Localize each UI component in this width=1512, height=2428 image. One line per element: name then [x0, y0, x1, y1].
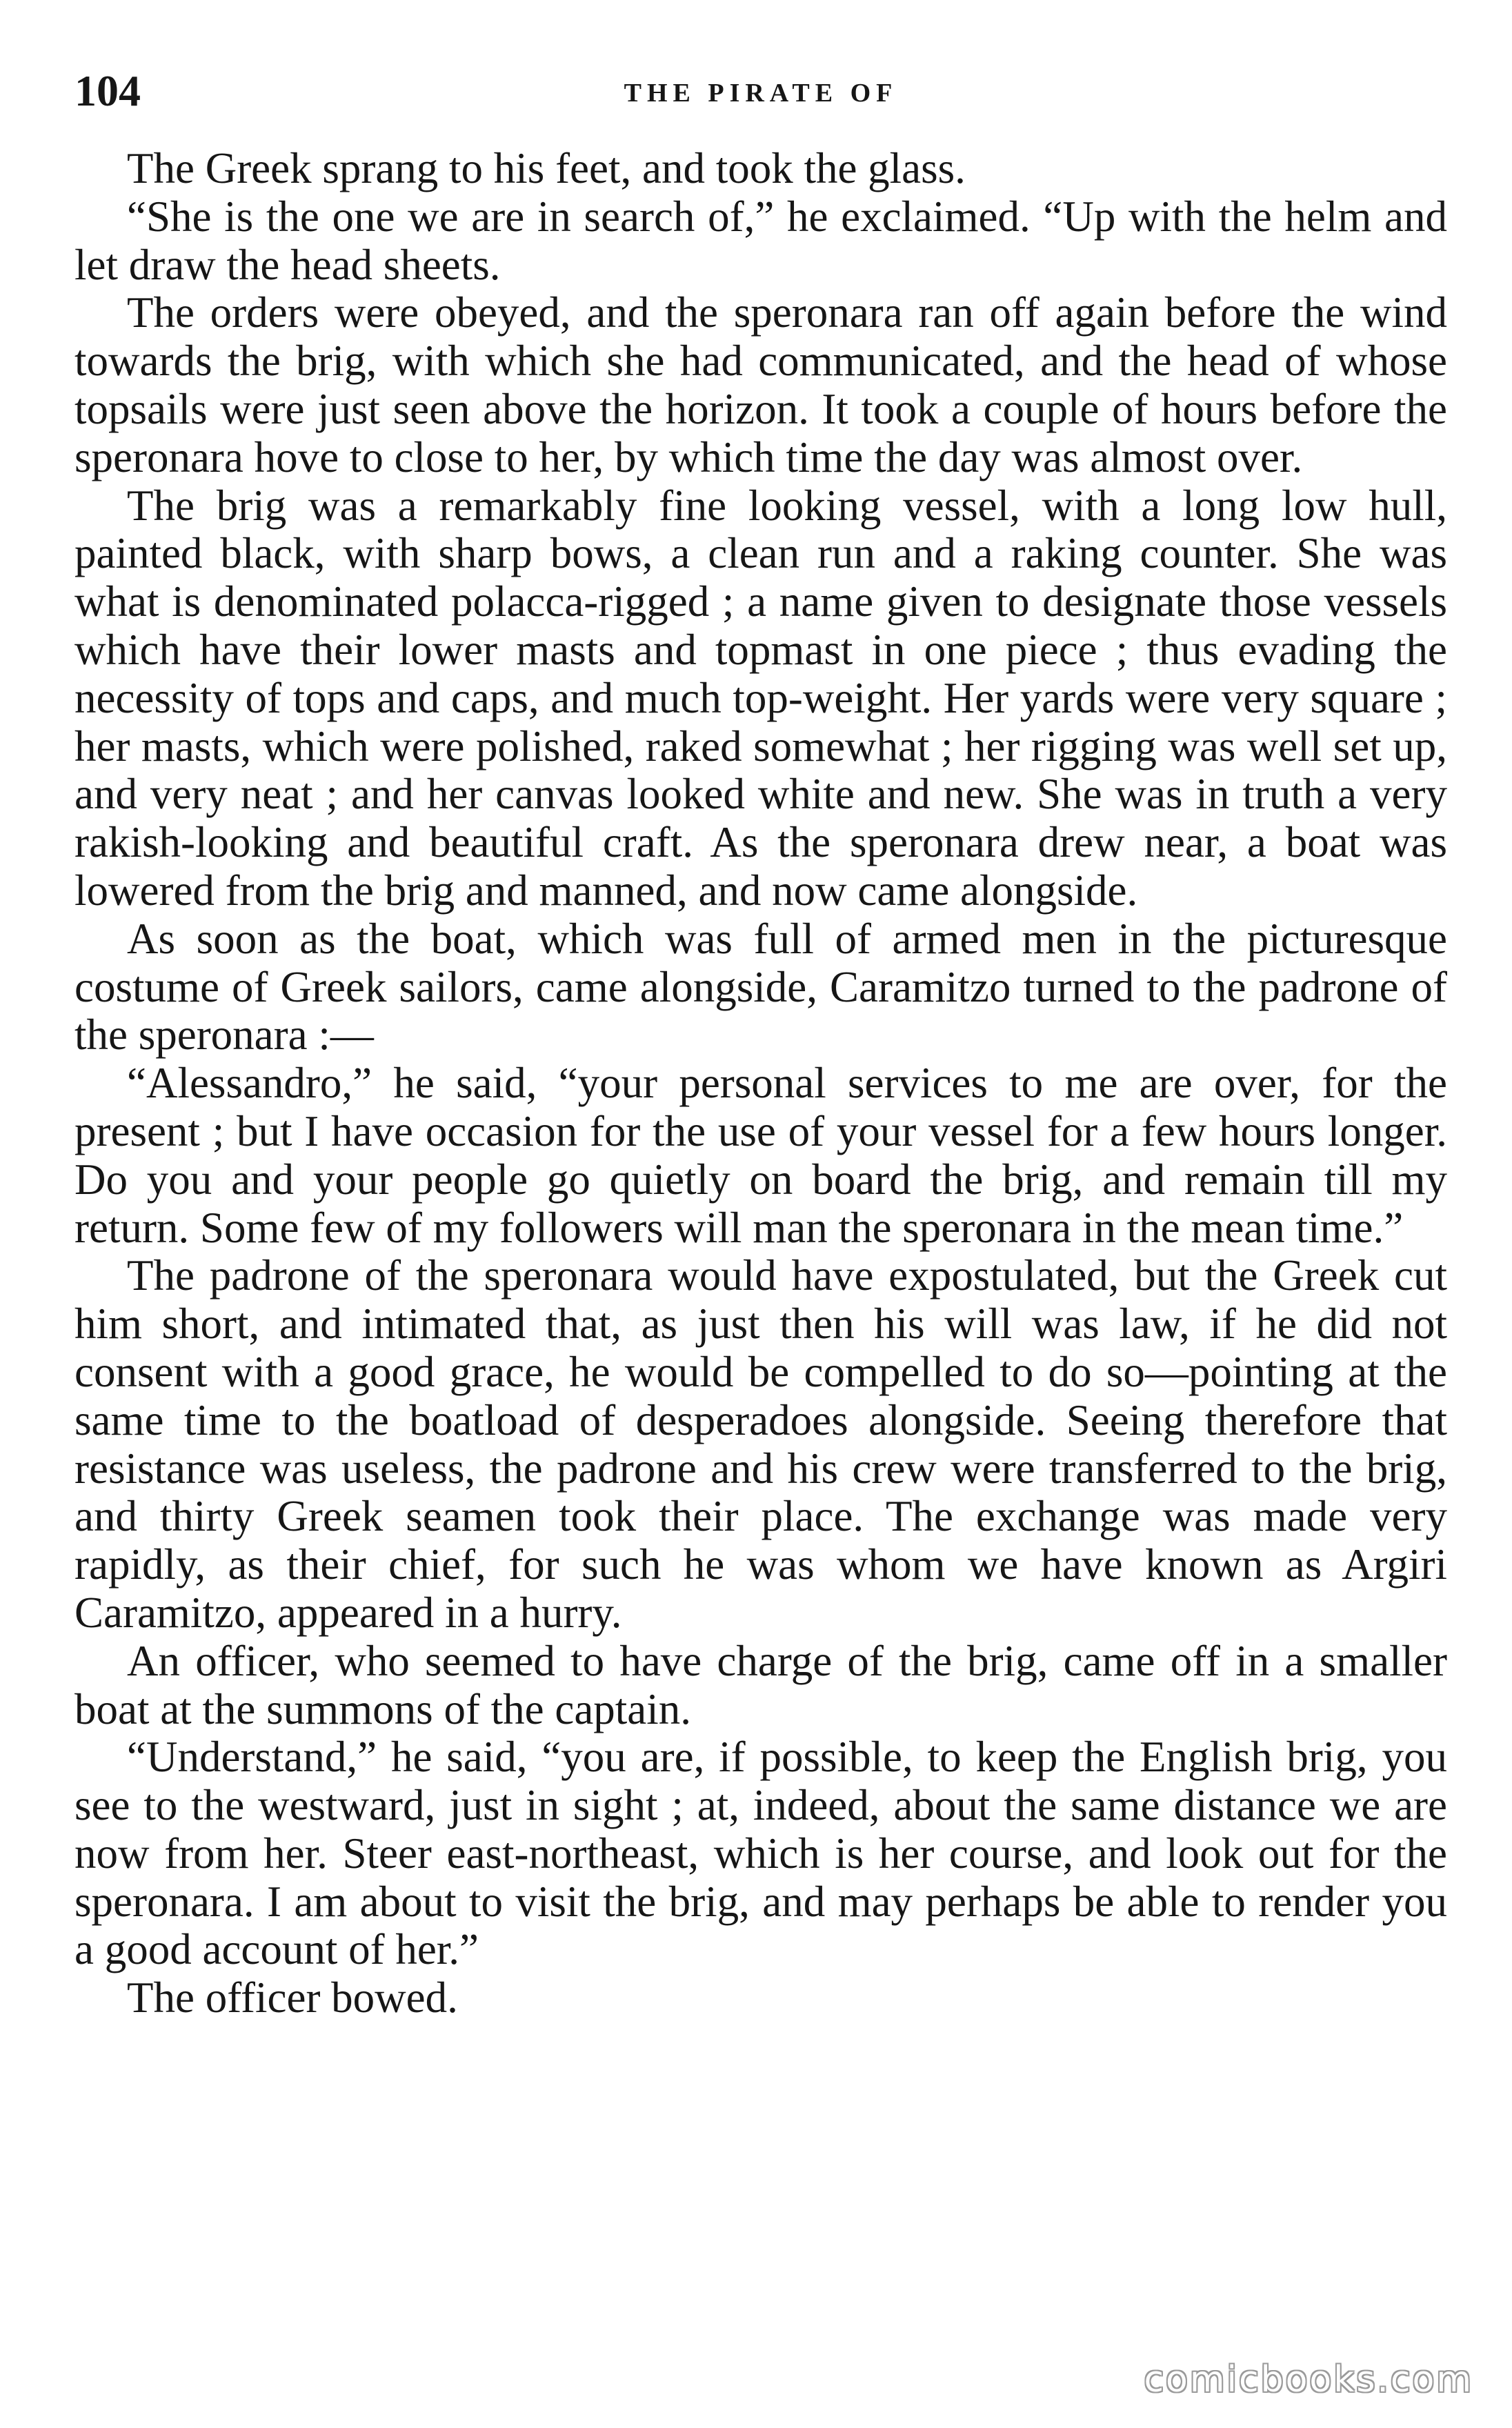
paragraph: “Alessandro,” he said, “your personal services to me are over, for the present ; but I have occasion for the use of your vessel for a few hours longer. Do you and your people go quietly on board the brig, and remain till my return. Some few of my followers will man the speronara in the mean time.”	[74, 1059, 1447, 1252]
paragraph: The Greek sprang to his feet, and took the glass.	[127, 144, 966, 192]
page-number: 104	[74, 66, 141, 115]
running-head: THE PIRATE OF	[624, 79, 898, 108]
paragraph: An officer, who seemed to have charge of the brig, came off in a smaller boat at the summons of the captain.	[74, 1636, 1447, 1733]
page-header	[74, 63, 1447, 119]
paragraph: As soon as the boat, which was full of armed men in the picturesque costume of Greek sailors, came alongside, Caramitzo turned to the padrone of the speronara :—	[74, 914, 1447, 1059]
paragraph: The orders were obeyed, and the speronara ran off again before the wind towards the brig, with which she had communicated, and the head of whose topsails were just seen above the horizon. It took a couple of hours before the speronara hove to close to her, by which time the day was almost over.	[74, 288, 1447, 481]
paragraph: “She is the one we are in search of,” he exclaimed. “Up with the helm and let draw the head sheets.	[74, 192, 1447, 289]
paragraph: “Understand,” he said, “you are, if possible, to keep the English brig, you see to the westward, just in sight ; at, indeed, about the same distance we are now from her. Steer east-northeast, which is her course, and look out for the speronara. I am about to visit the brig, and may perhaps be able to render you a good account of her.”	[74, 1733, 1447, 1974]
watermark: comicbooks.com	[1144, 2359, 1473, 2400]
paragraph: The brig was a remarkably fine looking vessel, with a long low hull, painted black, with sharp bows, a clean run and a raking counter. She was what is denominated polacca-rigged ; a name given to designate those vessels which have their lower masts and topmast in one piece ; thus evading the necessity of tops and caps, and much top-weight. Her yards were very square ; her masts, which were polished, raked somewhat ; her rigging was well set up, and very neat ; and her canvas looked white and new. She was in truth a very rakish-looking and beautiful craft. As the speronara drew near, a boat was lowered from the brig and manned, and now came alongside.	[74, 481, 1447, 915]
paragraph: The padrone of the speronara would have expostulated, but the Greek cut him short, and intimated that, as just then his will was law, if he did not consent with a good grace, he would be compelled to do so—pointing at the same time to the boatload of desperadoes alongside. Seeing therefore that resistance was useless, the padrone and his crew were transferred to the brig, and thirty Greek seamen took their place. The exchange was made very rapidly, as their chief, for such he was whom we have known as Argiri Caramitzo, appeared in a hurry.	[74, 1251, 1447, 1637]
paragraph: The officer bowed.	[127, 1973, 458, 2022]
body-text	[74, 145, 1447, 2022]
